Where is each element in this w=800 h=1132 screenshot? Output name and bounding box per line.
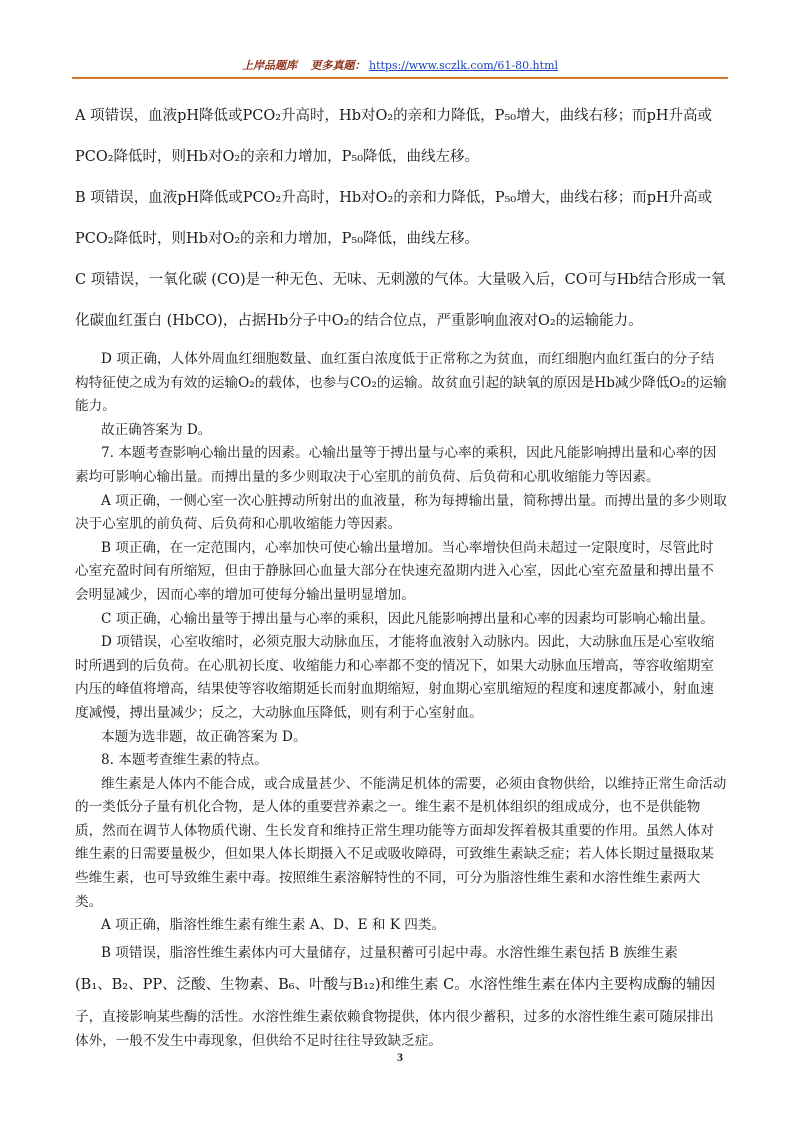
paragraph-17: 子，直接影响某些酶的活性。水溶性维生素依赖食物提供，体内很少蓄积，过多的水溶性维生素可随尿排出体外，一般不发生中毒现象，但供给不足时往往导致缺乏症。 [75,1009,714,1050]
paragraph-10: D 项错误，心室收缩时，必须克服大动脉血压，才能将血液射入动脉内。因此，大动脉血压是心室收缩时所遇到的后负荷。在心肌初长度、收缩能力和心率都不变的情况下，如果大动脉血压增高，等容收缩期室内压的峰值将增高，结果使等容收缩期延长而射血期缩短，射血期心室肌缩短的程度和速度都减小，射血速度减慢，搏出量减少；反之，大动脉血压降低，则有利于心室射血。 [75,634,715,721]
paragraph-12: 8. 本题考查维生素的特点。 [101,752,268,769]
page-number: 3 [397,1050,403,1064]
paragraph-14: A 项正确，脂溶性维生素有维生素 A、D、E 和 K 四类。 [101,917,446,934]
paragraph-8: B 项正确，在一定范围内，心率加快可使心输出量增加。当心率增快但尚未超过一定限度时，尽管此时心室充盈时间有所缩短，但由于静脉回心血量大部分在快速充盈期内进入心室，因此心室充盈量和搏出量不会明显减少，因而心率的增加可使每分输出量明显增加。 [75,539,714,603]
paragraph-11: 本题为选非题，故正确答案为 D。 [101,728,307,745]
paragraph-9: C 项正确，心输出量等于搏出量与心率的乘积，因此凡能影响搏出量和心率的因素均可影响心输出量。 [101,610,714,627]
paragraph-3: C 项错误，一氧化碳 (CO)是一种无色、无味、无刺激的气体。大量吸入后，CO可与Hb结合形成一氧化碳血红蛋白 (HbCO)，占据Hb分子中O₂的结合位点，严重影响血液对O₂的运输能力。 [75,272,726,329]
paragraph-6: 7. 本题考查影响心输出量的因素。心输出量等于搏出量与心率的乘积，因此凡能影响搏出量和心率的因素均可影响心输出量。而搏出量的多少则取决于心室肌的前负荷、后负荷和心肌收缩能力等因素。 [75,445,717,485]
paragraph-1: A 项错误，血液pH降低或PCO₂升高时，Hb对O₂的亲和力降低，P₅₀增大，曲线右移；而pH升高或PCO₂降低时，则Hb对O₂的亲和力增加，P₅₀降低，曲线左移。 [75,108,712,165]
page-header [72,58,728,74]
paragraph-13: 维生素是人体内不能合成，或合成量甚少、不能满足机体的需要，必须由食物供给，以维持正常生命活动的一类低分子量有机化合物，是人体的重要营养素之一。维生素不是机体组织的组成成分，也不是供能物质，然而在调节人体物质代谢、生长发育和维持正常生理功能等方面却发挥着极其重要的作用。虽然人体对维生素的日需要量极少，但如果人体长期摄入不足或吸收障碍，可致维生素缺乏症；若人体长期过量摄取某些维生素，也可导致维生素中毒。按照维生素溶解特性的不同，可分为脂溶性维生素和水溶性维生素两大类。 [75,775,727,910]
header-brand: 上岸品题库 [241,59,297,72]
header-divider [72,77,728,79]
document-body [75,96,727,1054]
paragraph-4: D 项正确，人体外周血红细胞数量、血红蛋白浓度低于正常称之为贫血，而红细胞内血红蛋白的分子结构特征使之成为有效的运输O₂的载体，也参与CO₂的运输。故贫血引起的缺氧的原因是Hb减少降低O₂的运输能力。 [75,351,727,415]
paragraph-2: B 项错误，血液pH降低或PCO₂升高时，Hb对O₂的亲和力降低，P₅₀增大，曲线右移；而pH升高或PCO₂降低时，则Hb对O₂的亲和力增加，P₅₀降低，曲线左移。 [75,190,713,247]
paragraph-5: 故正确答案为 D。 [101,421,212,438]
paragraph-7: A 项正确，一侧心室一次心脏搏动所射出的血液量，称为每搏输出量，简称搏出量。而搏出量的多少则取决于心室肌的前负荷、后负荷和心肌收缩能力等因素。 [75,492,727,533]
paragraph-15: B 项错误，脂溶性维生素体内可大量储存，过量积蓄可引起中毒。水溶性维生素包括 B 族维生素 [101,944,678,961]
header-more-label: 更多真题： [310,59,366,72]
paragraph-16: (B₁、B₂、PP、泛酸、生物素、B₆、叶酸与B₁₂)和维生素 C。水溶性维生素在体内主要构成酶的辅因 [75,977,716,994]
header-url-link[interactable]: https://www.sczlk.com/61-80.html [368,59,559,72]
